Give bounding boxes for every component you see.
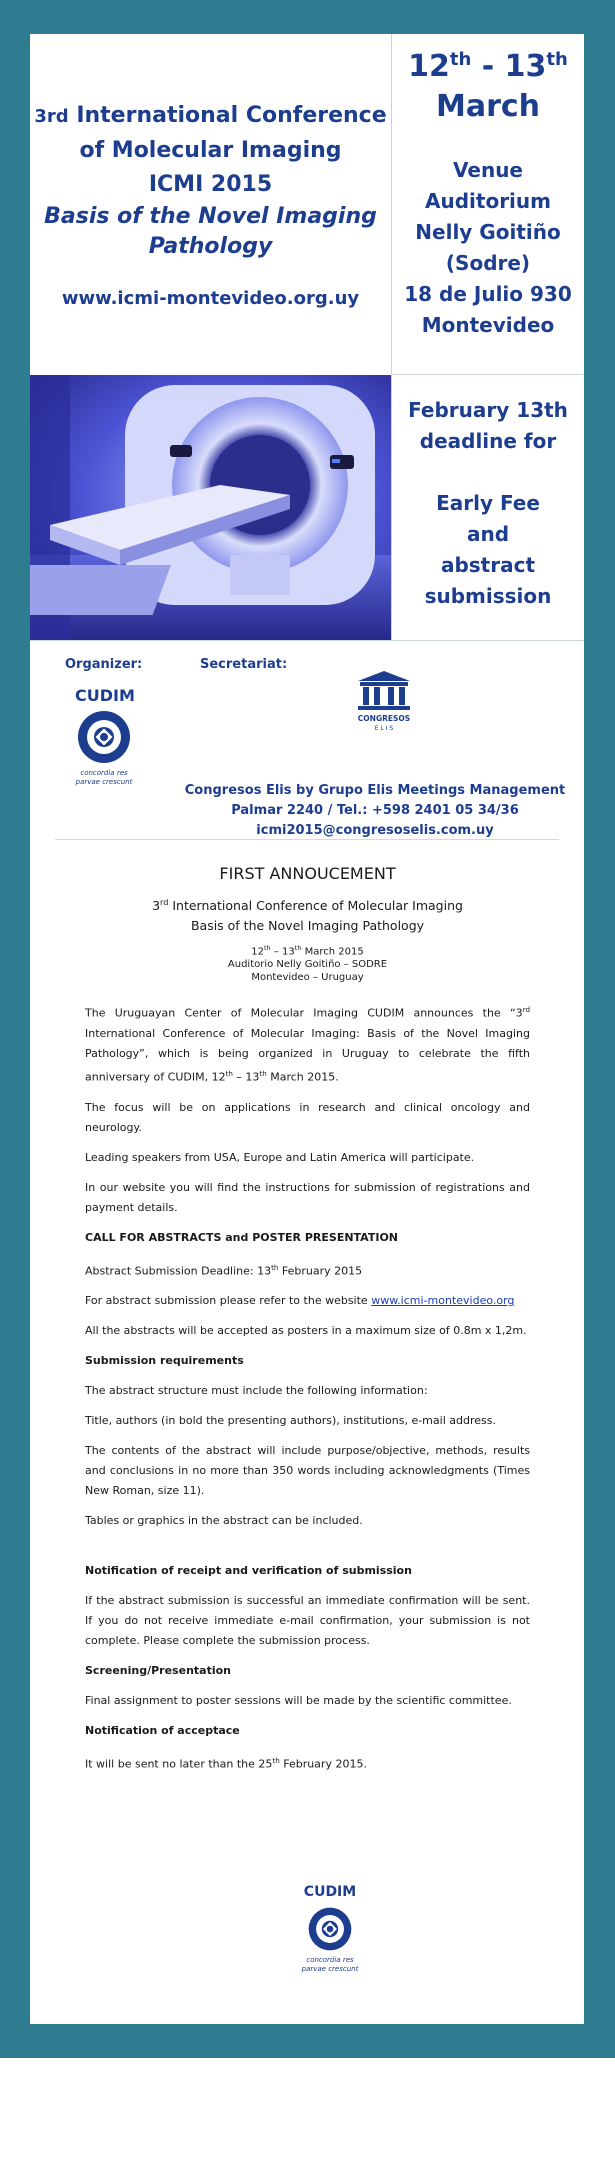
motto-line: concordia res <box>306 1956 354 1964</box>
first-announcement-heading: FIRST ANNOUCEMENT <box>219 864 396 883</box>
footer-cudim-text: CUDIM <box>303 1884 357 1900</box>
announcement-city: Montevideo – Uruguay <box>251 972 364 984</box>
acceptance-heading: Notification of acceptace <box>85 1724 240 1738</box>
congresos-elis-logo-icon <box>356 671 412 711</box>
deadline-date: February 13th <box>408 398 568 422</box>
paragraph-posters: All the abstracts will be accepted as posters in a maximum size of 0.8m x 1,2m. <box>85 1324 527 1338</box>
cudim-logo-text: CUDIM <box>75 686 135 705</box>
conference-header <box>30 34 391 374</box>
notification-paragraph: If the abstract submission is successful an immediate confirmation will be sent. If you do not receive immediate e-mail confirmation, your submission is not complete. Please complete the submission process. <box>85 1594 530 1648</box>
announcement-body <box>85 864 530 1785</box>
motto-line: parvae crescunt <box>75 778 133 786</box>
deadline-panel <box>392 375 584 640</box>
secretariat-address: Palmar 2240 / Tel.: +598 2401 05 34/36 <box>231 803 519 818</box>
deadline-text: Early Fee <box>436 491 540 515</box>
paragraph-intro: The Uruguayan Center of Molecular Imaging CUDIM announces the “3rd International Conference of Molecular Imaging: Basis of the Novel Imaging Pathology”, which is being organized in Uruguay to celebrate the fifth anniversary of CUDIM, 12th – 13th March 2015. <box>85 1005 530 1084</box>
abstract-deadline: Abstract Submission Deadline: 13th February 2015 <box>85 1262 363 1278</box>
conference-subtitle-line2: Pathology <box>148 234 273 259</box>
notification-heading: Notification of receipt and verification of submission <box>85 1564 412 1578</box>
conference-subtitle-line1: Basis of the Novel Imaging <box>44 204 377 229</box>
deadline-text: deadline for <box>419 429 557 453</box>
congresos-logo-text: CONGRESOS <box>357 714 411 723</box>
venue-line: Auditorium <box>425 189 551 213</box>
cudim-logo-icon <box>76 709 132 765</box>
flyer-card <box>30 34 584 2024</box>
venue-line: (Sodre) <box>445 251 531 275</box>
motto-line: concordia res <box>80 769 128 777</box>
venue-block <box>392 155 584 341</box>
conference-title-line1: 3rd International Conference <box>34 103 387 128</box>
screening-heading: Screening/Presentation <box>85 1664 231 1678</box>
submission-requirements-heading: Submission requirements <box>85 1354 244 1368</box>
dates-venue-panel <box>392 34 584 374</box>
acceptance-paragraph: It will be sent no later than the 25th February 2015. <box>85 1756 367 1772</box>
submission-website-link[interactable]: www.icmi-montevideo.org <box>371 1294 515 1308</box>
conference-website[interactable]: www.icmi-montevideo.org.uy <box>61 288 360 309</box>
announcement-conference-subtitle: Basis of the Novel Imaging Pathology <box>190 918 425 934</box>
venue-label: Venue <box>453 158 523 182</box>
secretariat-email[interactable]: icmi2015@congresoselis.com.uy <box>256 823 494 838</box>
requirements-paragraph: The abstract structure must include the following information: <box>85 1384 428 1398</box>
mri-scanner-image <box>30 375 391 640</box>
secretariat-company: Congresos Elis by Grupo Elis Meetings Management <box>184 783 566 798</box>
deadline-text: submission <box>424 584 552 608</box>
requirements-paragraph: The contents of the abstract will include purpose/objective, methods, results and conclusions in no more than 350 words including acknowledgments (Times New Roman, size 11). <box>85 1444 530 1498</box>
deadline-text: abstract <box>440 553 536 577</box>
announcement-dates: 12th – 13th March 2015 <box>251 944 364 958</box>
paragraph-speakers: Leading speakers from USA, Europe and Latin America will participate. <box>85 1150 475 1164</box>
cudim-motto <box>68 769 140 787</box>
requirements-paragraph: Title, authors (in bold the presenting authors), institutions, e-mail address. <box>85 1414 496 1428</box>
footer-cudim-logo <box>280 1884 380 2004</box>
announcement-date-venue <box>85 942 530 984</box>
paragraph-focus: The focus will be on applications in research and clinical oncology and neurology. <box>85 1100 530 1134</box>
paragraph-website: In our website you will find the instructions for submission of registrations and payment details. <box>85 1180 530 1214</box>
footer-motto <box>294 1956 366 1974</box>
section-separator <box>55 839 559 840</box>
call-for-abstracts-heading: CALL FOR ABSTRACTS and POSTER PRESENTATION <box>85 1230 398 1244</box>
requirements-paragraph: Tables or graphics in the abstract can be included. <box>85 1514 363 1528</box>
venue-city: Montevideo <box>421 313 555 337</box>
elis-logo-text: E L I S <box>374 725 394 732</box>
abstract-submission-reference: For abstract submission please refer to the website www.icmi-montevideo.org <box>85 1294 515 1308</box>
organizer-label: Organizer: <box>65 657 143 672</box>
motto-line: parvae crescunt <box>301 1965 359 1973</box>
venue-address: 18 de Julio 930 <box>404 282 572 306</box>
deadline-text: and <box>466 522 510 546</box>
conference-dates: 12th - 13th <box>408 49 568 84</box>
screening-paragraph: Final assignment to poster sessions will be made by the scientific committee. <box>85 1694 512 1708</box>
conference-title-line2: of Molecular Imaging <box>79 138 342 163</box>
announcement-venue: Auditorio Nelly Goitiño – SODRE <box>227 959 388 971</box>
conference-month: March <box>435 89 541 124</box>
organizer-secretariat-section <box>30 641 584 851</box>
venue-line: Nelly Goitiño <box>415 220 561 244</box>
footer-cudim-icon <box>307 1906 353 1952</box>
secretariat-label: Secretariat: <box>200 657 288 672</box>
announcement-conference-title: 3rd International Conference of Molecular Imaging <box>152 897 463 914</box>
conference-acronym: ICMI 2015 <box>148 172 273 197</box>
